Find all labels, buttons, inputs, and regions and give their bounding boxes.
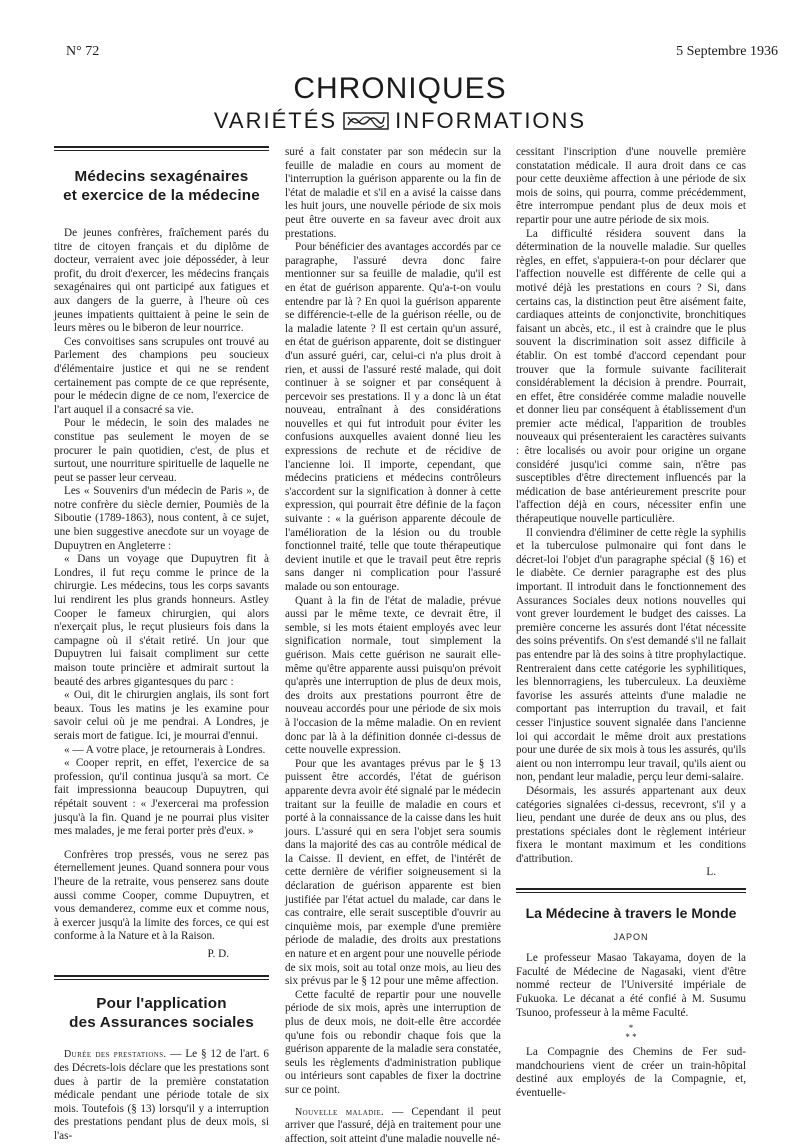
paragraph: La difficulté résidera souvent dans la détermination de la nouvelle maladie. Sur quelles règles, en effet, s'appuiera-t-on pour déclarer que l'affection nouvelle est différente de celle qui a motivé déjà les prestations en cours ? Si, dans certains cas, la distinction peut être aisément faite, cardiaques atteints de conjonctivite, bronchitiques faisant un abcès, etc., il est à craindre que le plus souvent la discrimination soit assez difficile à établir. On est tombé d'accord cependant pour trouver que la formule suivante faciliterait considérablement la décision à prendre. Pourrait, en effet, être considérée comme maladie nouvelle et donner lieu par conséquent à établissement d'un premier acte médical, l'apparition de troubles nouveaux qui présenteraient les caractères suivants : être localisés ou avoir pour origine un organe considéré jusqu'ici comme sain, n'être pas susceptibles d'être directement influencés par la médication de base antérieurement prescrite pour l'affection déjà en cours, nécessiter enfin une thérapeutique nouvelle particulière. bbox=[516, 227, 746, 526]
lead-in: Nouvelle maladie. bbox=[295, 1106, 384, 1118]
paragraph: Cette faculté de repartir pour une nouvelle période de six mois, après une interruption de plus de deux mois, ne doit-elle être accordée qu'une fois ou rebondir chaque fois que la guérison apparente de la maladie sera constatée, seuls les règlements d'administration publique ou intérieurs sont capables de fixer la doctrine sur ce point. bbox=[285, 988, 501, 1096]
article-title: La Médecine à travers le Monde bbox=[525, 905, 737, 922]
paragraph: De jeunes confrères, fraîchement parés du titre de citoyen français et du diplôme de docteur, verraient avec joie déposséder, à leur profit, du droit d'exercer, les médecins français sexagénaires qui ont participé aux fatigues et aux dangers de la guerre, à l'heure où ces jeunes impatients quittaient à peine le sein de leurs mères ou le biberon de leur nourrice. bbox=[54, 227, 269, 335]
paragraph: Confrères trop pressés, vous ne serez pas éternellement jeunes. Quand sonnera pour vous l'heure de la retraite, vous penserez sans doute aussi comme Cooper, comme Dupuytren, et vous demanderez, comme eux et comme nous, à exercer jusqu'à la limite des forces, ce qui est conforme à la Nature et à la Raison. bbox=[54, 848, 269, 943]
paragraph: « Dans un voyage que Dupuytren fit à Londres, il fut reçu comme le prince de la chirurgie. Les médecins, tous les corps savants lui rendirent les plus grands honneurs. Astley Cooper le fameux chirurgien, qui alors n'exerçait plus, le reçut plusieurs fois dans la campagne où il s'était retiré. Un jour que Dupuytren lui faisait compliment sur cette maison toute princière et admirait surtout la beauté des arbres gigantesques du parc : bbox=[54, 553, 269, 688]
masthead-informations: INFORMATIONS bbox=[395, 108, 587, 133]
paragraph: La Compagnie des Chemins de Fer sud-mandchouriens vient de créer un train-hôpital destiné aux employés de la Compagnie, et, éventuelle- bbox=[516, 1046, 746, 1099]
paragraph: Pour bénéficier des avantages accordés par ce paragraphe, l'assuré devra donc faire mentionner sur sa feuille de maladie, qu'il est en état de guérison apparente. Qu'a-t-on voulu entendre par là ? En quoi la guérison apparente se différencie-t-elle de la guérison réelle, ou de la maladie latente ? Il est certain qu'un assuré, en état de guérison apparente, doit se distinguer d'un assuré guéri, car, celui-ci n'a plus droit à rien, et aussi de l'assuré resté malade, qui doit continuer à se soigner et par conséquent à percevoir ses prestations. Il y a donc là un état nouveau, entraînant à des considérations nouvelles et qui fut introduit pour éviter les confusions auxquelles avaient donné lieu les expressions de rechute et de récidive de l'ancienne loi. Il importe, cependant, que médecins praticiens et médecins contrôleurs s'accordent sur la signification à donner à cette expression, qui pourrait être définie de la façon suivante : « la guérison apparente découle de l'amélioration de la lésion ou du trouble fonctionnel traité, telle que toute thérapeutique devient inutile et que le travail peut être repris sans danger ni complication pour l'assuré malade ou son entourage. bbox=[285, 241, 501, 593]
column-1 bbox=[54, 146, 269, 1144]
divider bbox=[54, 146, 269, 148]
asterism-icon: * * * bbox=[625, 1023, 637, 1043]
issue-date: 5 Septembre 1936 bbox=[676, 44, 778, 59]
paragraph: Désormais, les assurés appartenant aux deux catégories signalées ci-dessus, recevront, s'il y a lieu, pendant une durée de deux ans ou plus, des prestations spéciales dont le règlement intérieur fixera le montant maximum et les conditions d'attribution. bbox=[516, 784, 746, 865]
article-body bbox=[516, 952, 746, 1100]
article-body bbox=[54, 1048, 269, 1143]
signature: L. bbox=[706, 866, 716, 879]
paragraph: Quant à la fin de l'état de maladie, prévue aussi par le même texte, ce devrait être, il semble, si les mots étaient employés avec leur signification normale, tout simplement la guérison. Mais cette guérison ne saurait elle-même qu'être apparente aussi puisqu'on prévoit qu'après une interruption de plus de deux mois, des droits aux prestations pourront être de nouveau accordés pour une période de six mois à l'occasion de la même maladie. On en revient donc par là à la définition donnée ci-dessus de cette nouvelle expression. bbox=[285, 594, 501, 757]
masthead-subtitle bbox=[0, 108, 800, 134]
paragraph: « Cooper reprit, en effet, l'exercice de sa profession, qu'il continua jusqu'à sa mort. Ce fait impressionna beaucoup Dupuytren, qui répétait souvent : « J'exercerai ma profession jusqu'à la fin. Quand je ne pourrai plus visiter mes malades, je me ferai porter près d'eux. » bbox=[54, 757, 269, 838]
paragraph: cessitant l'inscription d'une nouvelle première constatation médicale. Il aura droit dans ce cas pour cette deuxième affection à une période de six mois de soins, qui pourra, comme précédemment, être interrompue pendant plus de deux mois et repartir pour une autre période de six mois. bbox=[516, 146, 746, 226]
column-2 bbox=[285, 146, 501, 1146]
page-header bbox=[66, 44, 778, 64]
paragraph: Le professeur Masao Takayama, doyen de la Faculté de Médecine de Nagasaki, vient d'être nommé recteur de l'Université impériale de Fukuoka. Le décanat a été confié à M. Susumu Tsunoo, professeur à la même Faculté. bbox=[516, 952, 746, 1019]
section-divider bbox=[54, 975, 269, 980]
paragraph: « Oui, dit le chirurgien anglais, ils sont fort beaux. Tous les matins je les examine pour savoir celui où je me pendrai. A Londres, je serais mort de fatigue. Ici, je mourrai d'ennui. bbox=[54, 689, 269, 742]
ornament-icon bbox=[343, 112, 389, 130]
paragraph: Pour le médecin, le soin des malades ne constitue pas seulement le moyen de se procurer le pain quotidien, c'est, de plus et surtout, une nourriture spirituelle de laquelle ne peut se passer leur cerveau. bbox=[54, 417, 269, 484]
paragraph: suré a fait constater par son médecin sur la feuille de maladie en cours au moment de l'interruption la guérison apparente ou la fin de l'état de maladie et s'il en a avisé la caisse dans les huit jours, une nouvelle période de six mois peut être ouverte en sa faveur avec droit aux prestations. bbox=[285, 146, 501, 240]
divider bbox=[54, 150, 269, 151]
paragraph: Pour que les avantages prévus par le § 13 puissent être accordés, l'état de guérison apparente devra avoir été signalé par le médecin traitant sur la feuille de maladie en cours et porté à la connaissance de la caisse dans les huit jours. L'assuré qui en sera l'objet sera soumis dans la majorité des cas au contrôle médical de la Caisse. Il devient, en effet, de l'intérêt de cette dernière de vérifier soigneusement si la déclaration de guérison apparente est bien justifiée par l'état actuel du malade, car dans le cas contraire, elle serait susceptible d'ouvrir au cinquième mois, par exemple d'une première période de maladie, des droits aux prestations en nature et en argent pour une nouvelle période de six mois, soit au total onze mois, au lieu des six prévus par le § 12 pour une même affection. bbox=[285, 757, 501, 988]
section-divider bbox=[516, 888, 746, 893]
masthead-title: CHRONIQUES bbox=[293, 72, 507, 105]
article-title: Pour l'application des Assurances sociales bbox=[69, 995, 254, 1032]
paragraph: Durée des prestations. — Le § 12 de l'art. 6 des Décrets-lois déclare que les prestations sont dues à partir de la première constatation médicale pendant une période totale de six mois. Toutefois (§ 13) lorsqu'il y a interruption des prestations pendant plus de deux mois, si l'as- bbox=[54, 1048, 269, 1143]
paragraph: Les « Souvenirs d'un médecin de Paris », de notre confrère du siècle dernier, Poumiès de la Siboutie (1789-1863), nous content, à ce sujet, une bien suggestive anecdote sur un voyage de Dupuytren en Angleterre : bbox=[54, 485, 269, 552]
paragraph: Ces convoitises sans scrupules ont trouvé au Parlement des champions peu soucieux d'élémentaire justice et qui ne se rendent certainement pas compte de ce que représente, pour le médecin digne de ce nom, l'exercice de l'art auquel il a consacré sa vie. bbox=[54, 335, 269, 416]
signature: P. D. bbox=[207, 947, 229, 960]
paragraph: « — A votre place, je retournerais à Londres. bbox=[64, 743, 266, 756]
paragraph: Il conviendra d'éliminer de cette règle la syphilis et la tuberculose pulmonaire qui font dans le décret-loi l'objet d'un paragraphe spécial (§ 16) et le diabète. Ce dernier paragraphe est des plus important. Il introduit dans le fonctionnement des Assurances Sociales deux notions nouvelles qui vont grever lourdement le budget des caisses. La première concerne les assurés dont l'état nécessite des soins préventifs. On s'est demandé s'il ne fallait pas entendre par là des soins à titre prophylactique. Rentreraient dans cette catégorie les syphilitiques, les blennorragiens, les tuberculeux. La deuxième favorise les assurés atteints d'une maladie ne comportant pas interruption du travail, et fait cesser l'injustice souvent signalée dans l'ancienne loi qui accordait le même droit aux prestations pour une durée de six mois à tous les assurés, qu'ils aient ou non interrompu leur travail, qu'ils aient ou non, pendant leur maladie, perçu leur demi-salaire. bbox=[516, 526, 746, 784]
article-body bbox=[54, 227, 269, 961]
masthead bbox=[0, 72, 800, 134]
paragraph: Nouvelle maladie. — Cependant il peut arriver que l'assuré, déjà en traitement pour une affection, soit atteint d'une maladie nouvelle né- bbox=[285, 1105, 501, 1145]
article-title: Médecins sexagénaires et exercice de la médecine bbox=[63, 168, 260, 204]
section-label: JAPON bbox=[613, 931, 649, 942]
masthead-varietes: VARIÉTÉS bbox=[213, 108, 338, 133]
column-3 bbox=[516, 146, 746, 1101]
issue-number: N° 72 bbox=[66, 44, 100, 59]
lead-in: Durée des prestations. bbox=[64, 1049, 167, 1061]
